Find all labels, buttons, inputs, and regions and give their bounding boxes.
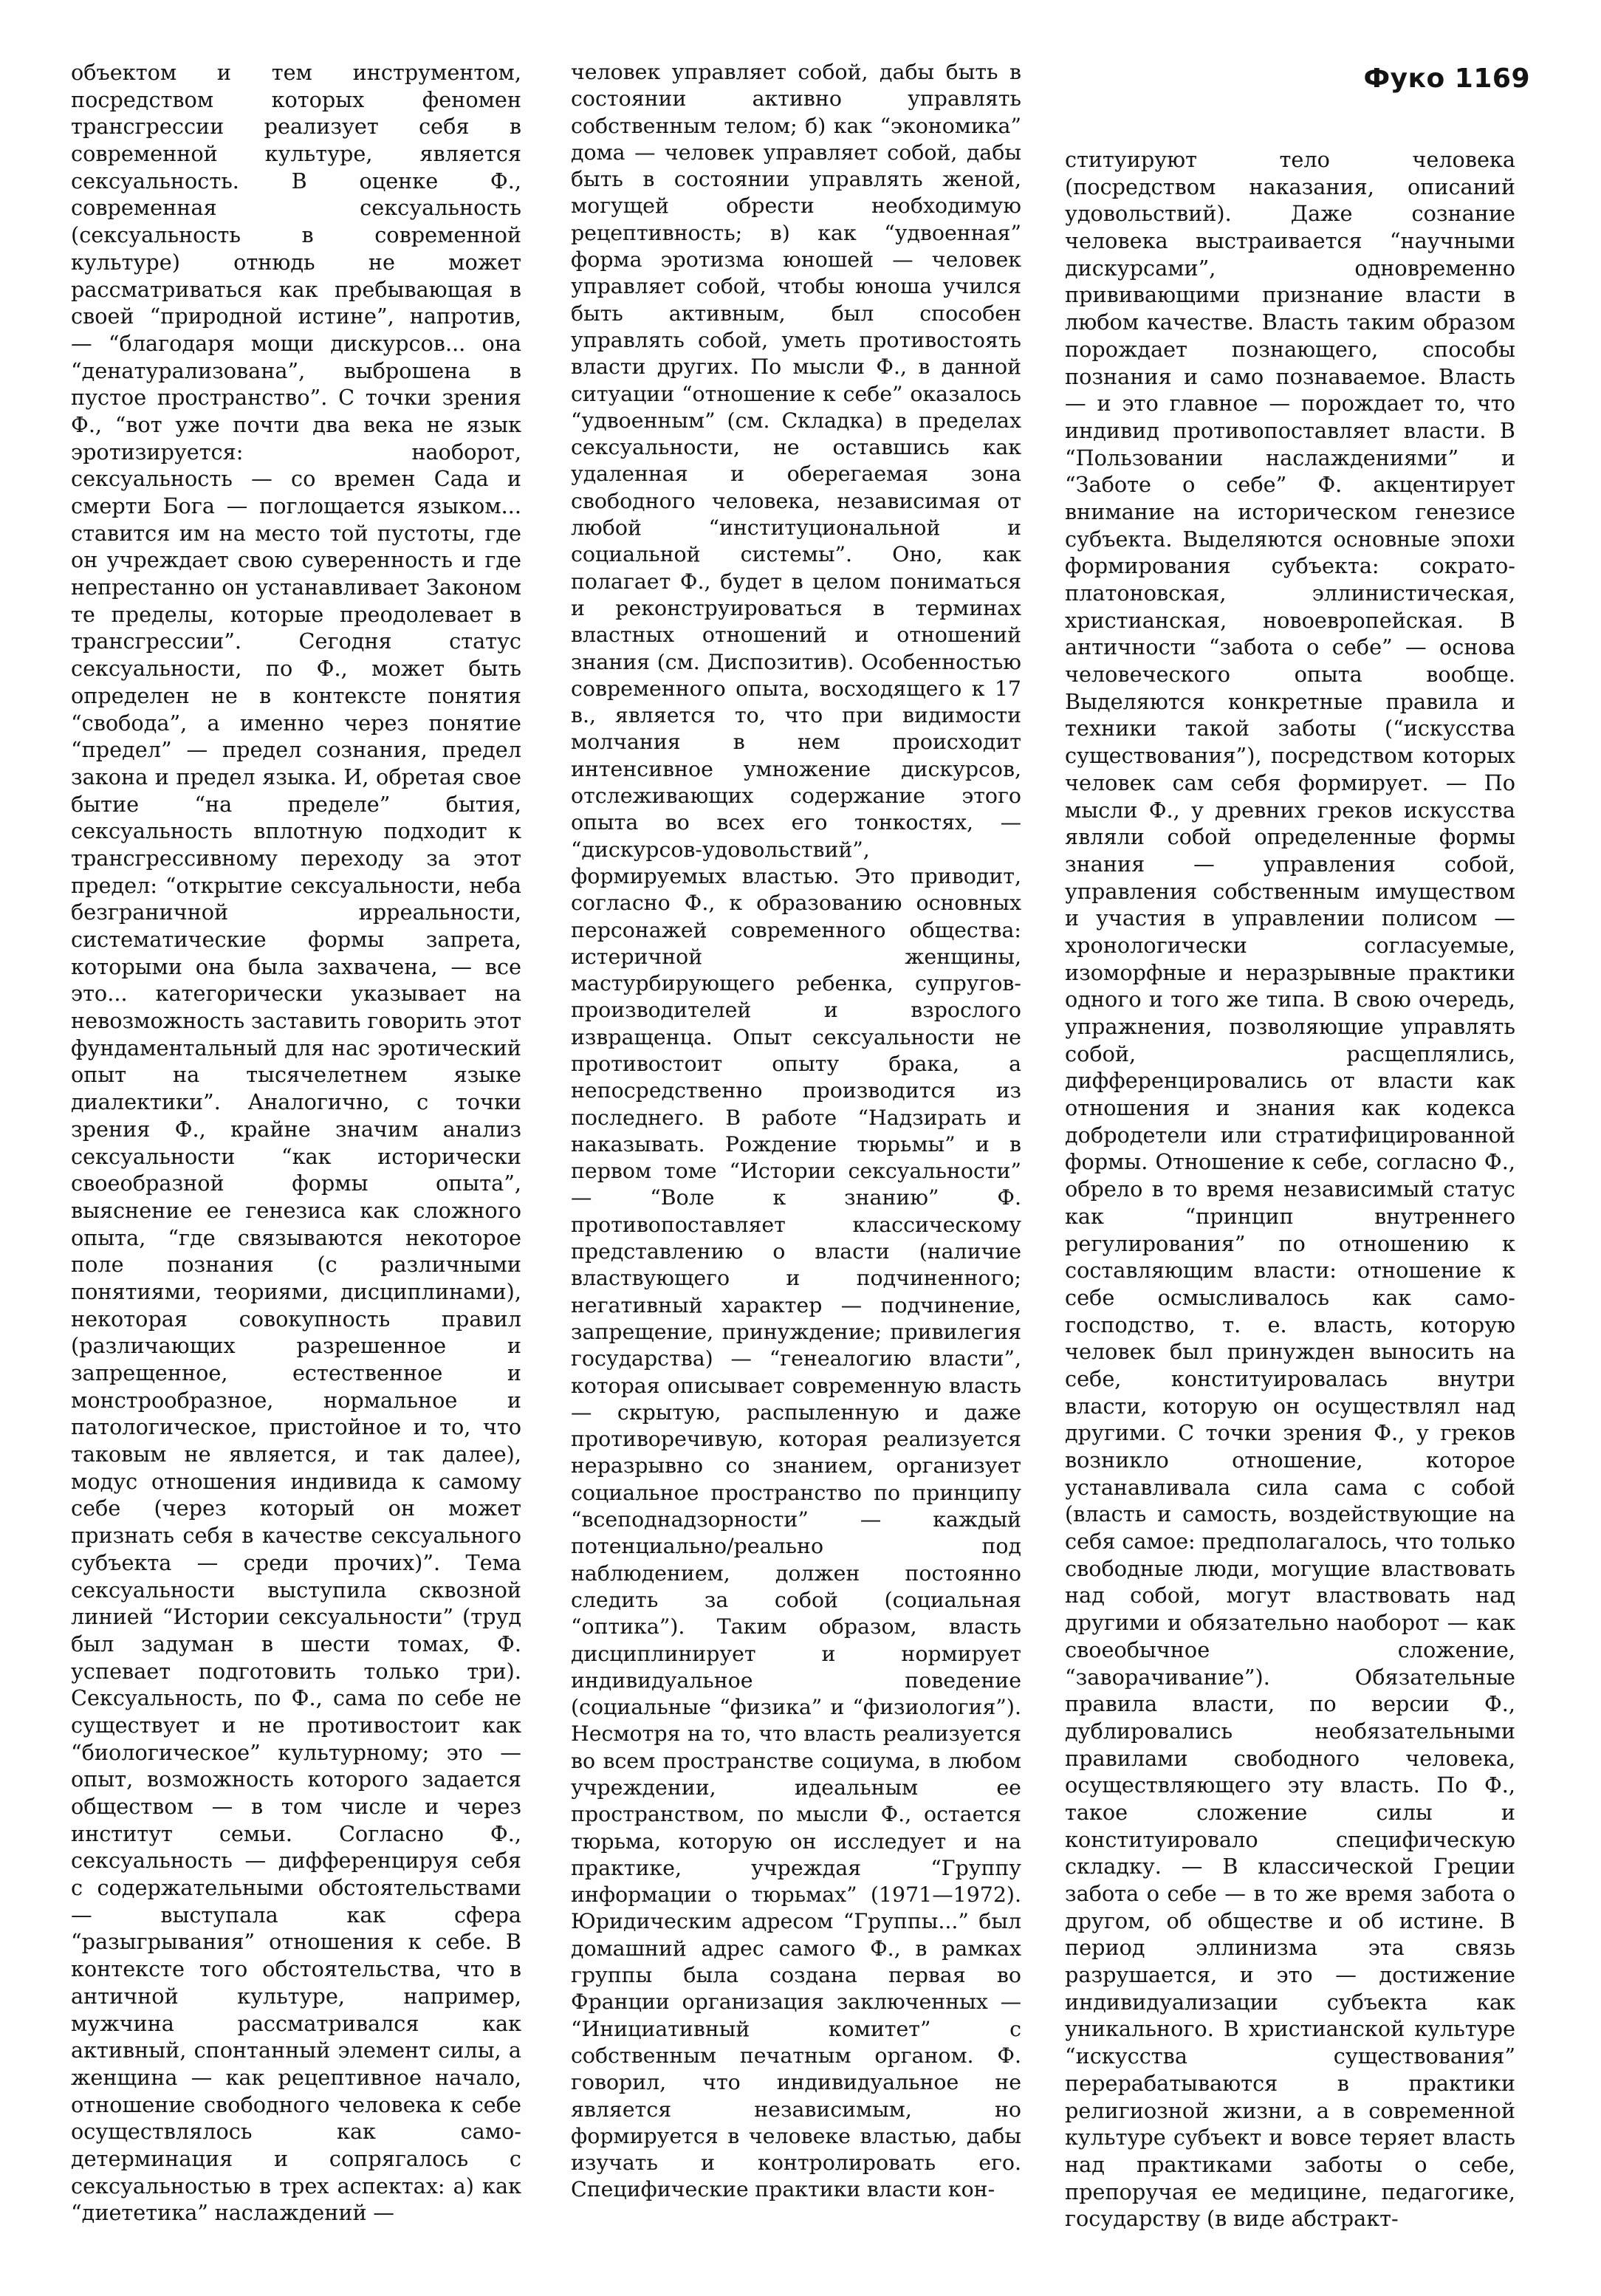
text-column-1: объектом и тем инструментом, посредством которых феномен трансгрессии реализует себя в современной культуре, является сексуальность. В оценке Ф., современная сексуальность (сексуальность в современной культуре) отнюдь не может рассматриваться как пребывающая в своей “природной истине”, напротив, — “благодаря мощи дискурсов... она “денатурализована”, выброшена в пустое пространство”. С точки зрения Ф., “вот уже почти два века не язык эротизируется: наоборот, сексуальность — со времен Сада и смерти Бога — поглощается языком... ставится им на место той пустоты, где он учреждает свою суверенность и где непрестанно он устанавливает Законом те пределы, которые преодолевает в трансгрессии”. Сегодня статус сексуальности, по Ф., может быть определен не в контексте понятия “свобода”, а именно через понятие “предел” — предел сознания, предел закона и предел языка. И, обретая свое бытие “на пределе” бытия, сексуальность вплотную подходит к трансгрессивному переходу за этот предел: “открытие сексуальности, неба безграничной ирреальности, систематические формы запрета, которыми она была захвачена, — все это... категорически указывает на невозможность заставить говорить этот фундаментальный для нас эротический опыт на тысячелетнем языке диалектики”. Аналогично, с точки зрения Ф., крайне значим анализ сексуальности “как исторически своеобразной формы опыта”, выяснение ее генезиса как сложного опыта, “где связываются некоторое поле познания (с различными понятиями, теориями, дисциплинами), некоторая совокупность правил (различающих разрешенное и запрещенное, естественное и монстрообразное, нормальное и патологическое, пристойное и то, что таковым не является, и так далее), модус отношения индивида к самому себе (через который он может признать себя в качестве сексуального субъекта — среди прочих)”. Тема сексуальности выступила сквозной линией “Истории сексуальности” (труд был задуман в шести томах, Ф. успевает подготовить только три). Сексуальность, по Ф., сама по себе не существует и не противостоит как “биологическое” культурному; это — опыт, возможность которого задается обществом — в том числе и через институт семьи. Согласно Ф., сексуальность — дифференцируя себя с содержательными обстоятельствами — выступала как сфера “разыгрывания” отношения к себе. В контексте того обстоятельства, что в античной культуре, например, мужчина рассматривался как активный, спонтанный элемент силы, а женщина — как рецептивное начало, отношение свободного человека к себе осуществлялось как само-детерминация и сопрягалось с сексуальностью в трех аспектах: а) как “диететика” наслаждений — (71, 60, 521, 2226)
text-column-3: ституируют тело человека (посредством наказания, описаний удовольствий). Даже сознание человека выстраивается “научными дискурсами”, одновременно прививающими признание власти в любом качестве. Власть таким образом порождает познающего, способы познания и само познаваемое. Власть — и это главное — порождает то, что индивид противопоставляет власти. В “Пользовании наслаждениями” и “Заботе о себе” Ф. акцентирует внимание на историческом генезисе субъекта. Выделяются основные эпохи формирования субъекта: сократо-платоновская, эллинистическая, христианская, новоевропейская. В античности “забота о себе” — основа человеческого опыта вообще. Выделяются конкретные правила и техники такой заботы (“искусства существования”), посредством которых человек сам себя формирует. — По мысли Ф., у древних греков искусства являли собой определенные формы знания — управления собой, управления собственным имуществом и участия в управлении полисом — хронологически согласуемые, изоморфные и неразрывные практики одного и того же типа. В свою очередь, упражнения, позволяющие управлять собой, расщеплялись, дифференцировались от власти как отношения и знания как кодекса добродетели или стратифицированной формы. Отношение к себе, согласно Ф., обрело в то время независимый статус как “принцип внутреннего регулирования” по отношению к составляющим власти: отношение к себе осмысливалось как само-господство, т. е. власть, которую человек был принужден выносить на себе, конституировалась внутри власти, которую он осуществлял над другими. С точки зрения Ф., у греков возникло отношение, которое устанавливала сила сама с собой (власть и самость, воздействующие на себя самое: предполагалось, что только свободные люди, могущие властвовать над собой, могут властвовать над другими и обязательно наоборот — как своеобычное сложение, “заворачивание”). Обязательные правила власти, по версии Ф., дублировались необязательными правилами свободного человека, осуществляющего эту власть. По Ф., такое сложение силы и конституировало специфическую складку. — В классической Греции забота о себе — в то же время забота о другом, об обществе и об истине. В период эллинизма эта связь разрушается, и это — достижение индивидуализации субъекта как уникального. В христианской культуре “искусства существования” перерабатываются в практики религиозной жизни, а в современной культуре субъект и вовсе теряет власть над практиками заботы о себе, препоручая ее медицине, педагогике, государству (в виде абстракт- (1065, 147, 1515, 2232)
text-column-2: человек управляет собой, дабы быть в состоянии активно управлять собственным телом; б) как “экономика” дома — человек управляет собой, дабы быть в состоянии управлять женой, могущей обрести необходимую рецептивность; в) как “удвоенная” форма эротизма юношей — человек управляет собой, чтобы юноша учился быть активным, был способен управлять собой, уметь противостоять власти других. По мысли Ф., в данной ситуации “отношение к себе” оказалось “удвоенным” (см. Складка) в пределах сексуальности, не оставшись как удаленная и оберегаемая зона свободного человека, независимая от любой “институциональной и социальной системы”. Оно, как полагает Ф., будет в целом пониматься и реконструироваться в терминах властных отношений и отношений знания (см. Диспозитив). Особенностью современного опыта, восходящего к 17 в., является то, что при видимости молчания в нем происходит интенсивное умножение дискурсов, отслеживающих содержание этого опыта во всех его тонкостях, — “дискурсов-удовольствий”, формируемых властью. Это приводит, согласно Ф., к образованию основных персонажей современного общества: истеричной женщины, мастурбирующего ребенка, супругов-производителей и взрослого извращенца. Опыт сексуальности не противостоит опыту брака, а непосредственно производится из последнего. В работе “Надзирать и наказывать. Рождение тюрьмы” и в первом томе “Истории сексуальности” — “Воле к знанию” Ф. противопоставляет классическому представлению о власти (наличие властвующего и подчиненного; негативный характер — подчинение, запрещение, принуждение; привилегия государства) — “генеалогию власти”, которая описывает современную власть — скрытую, распыленную и даже противоречивую, которая реализуется неразрывно со знанием, организует социальное пространство по принципу “всеподнадзорности” — каждый потенциально/реально под наблюдением, должен постоянно следить за собой (социальная “оптика”). Таким образом, власть дисциплинирует и нормирует индивидуальное поведение (социальные “физика” и “физиология”). Несмотря на то, что власть реализуется во всем пространстве социума, в любом учреждении, идеальным ее пространством, по мысли Ф., остается тюрьма, которую он исследует и на практике, учреждая “Группу информации о тюрьмах” (1971—1972). Юридическим адресом “Группы...” был домашний адрес самого Ф., в рамках группы была создана первая во Франции организация заключенных — “Инициативный комитет” с собственным печатным органом. Ф. говорил, что индивидуальное не является независимым, но формируется в человеке властью, дабы изучать и контролировать его. Специфические практики власти кон- (571, 60, 1021, 2202)
running-header: Фуко 1169 (1363, 64, 1530, 94)
